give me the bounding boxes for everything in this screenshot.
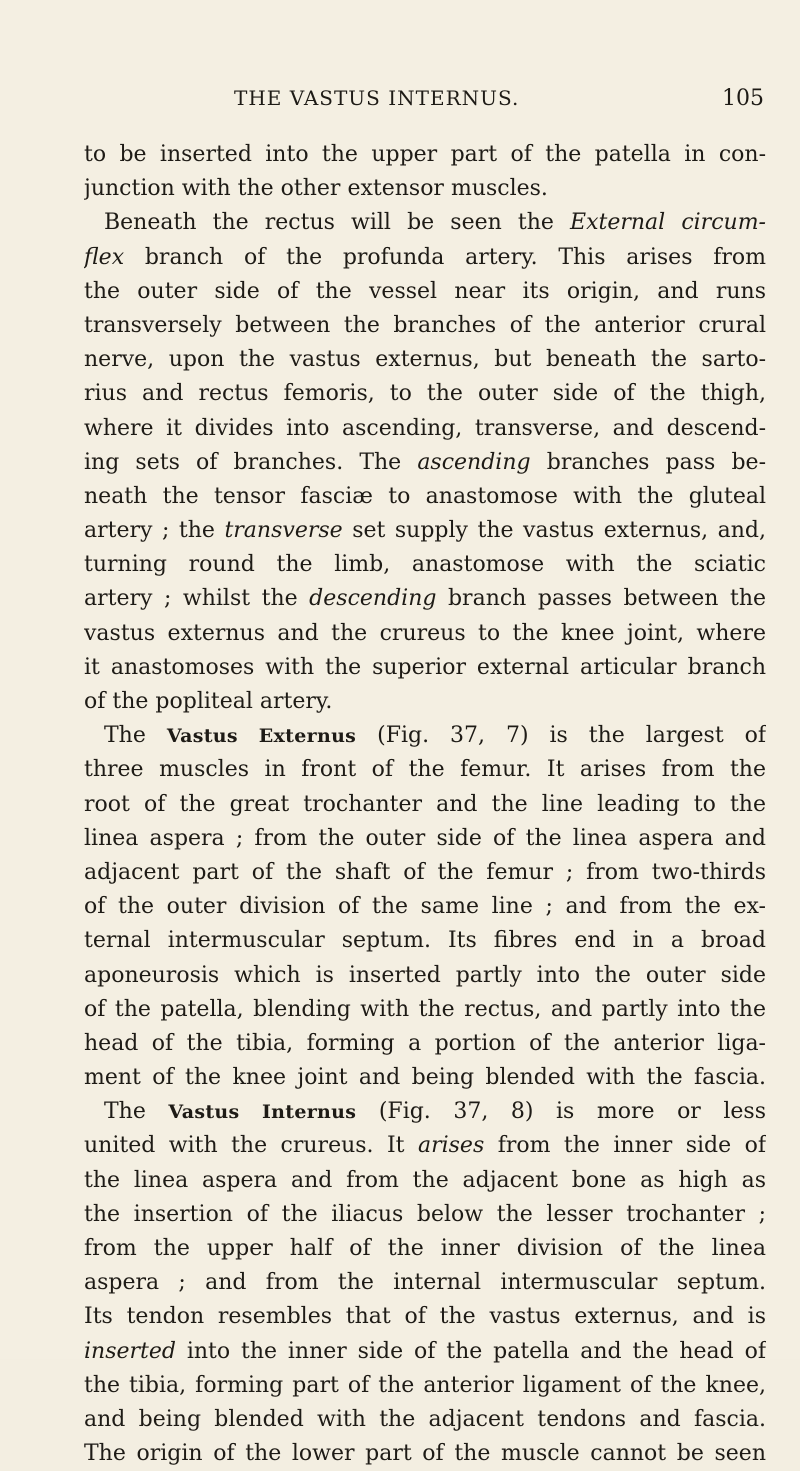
text-line: [84, 753, 766, 787]
text-segment: set supply the vastus externus, and,: [342, 518, 766, 544]
text-segment: from the upper half of the inner division of the linea: [84, 1236, 766, 1261]
text-line: [84, 1095, 766, 1129]
text-line: [84, 1266, 766, 1300]
text-line: [84, 924, 766, 958]
italic-term: flex: [84, 244, 125, 270]
muscle-heading: Vastus Internus: [168, 1101, 357, 1124]
italic-term: ascending: [417, 449, 531, 475]
text-line: [84, 206, 766, 240]
muscle-heading: Vastus Externus: [166, 725, 357, 748]
text-line: [84, 1369, 766, 1403]
text-segment: branch passes between the: [436, 586, 766, 612]
text-line: [84, 275, 766, 309]
text-segment: branches pass be-: [530, 449, 766, 475]
text-line: [84, 959, 766, 993]
text-segment: Beneath the rectus will be seen the: [104, 210, 571, 236]
text-line: [84, 1437, 766, 1471]
text-segment: head of the tibia, forming a portion of the anterior liga-: [84, 1030, 766, 1056]
text-segment: (Fig. 37, 8) is more or less: [356, 1099, 766, 1125]
text-segment: ternal intermuscular septum. Its fibres end in a broad: [84, 928, 766, 954]
text-line: [84, 480, 766, 514]
text-segment: rius and rectus femoris, to the outer side of the thigh,: [84, 381, 766, 407]
text-segment: and being blended with the adjacent tendons and fascia.: [84, 1406, 766, 1432]
text-segment: junction with the other extensor muscles.: [84, 176, 548, 202]
text-line: [84, 1061, 766, 1095]
text-line: [84, 890, 766, 924]
italic-term: arises: [417, 1133, 485, 1159]
text-line: [84, 1129, 766, 1163]
text-segment: aponeurosis which is inserted partly into the outer side: [84, 962, 766, 988]
text-line: [84, 343, 766, 377]
text-segment: of the patella, blending with the rectus, and partly into the: [84, 996, 766, 1022]
text-line: [84, 1027, 766, 1061]
body-text: [84, 138, 766, 1471]
italic-term: External circum-: [570, 210, 766, 236]
text-segment: three muscles in front of the femur. It arises from the: [84, 757, 766, 783]
text-line: [84, 309, 766, 343]
text-segment: united with the crureus. It: [84, 1133, 418, 1159]
text-line: [84, 685, 766, 719]
text-segment: artery ; whilst the: [84, 586, 310, 612]
text-line: [84, 1198, 766, 1232]
text-line: [84, 172, 766, 206]
text-line: [84, 1232, 766, 1266]
text-segment: ment of the knee joint and being blended with the fascia.: [84, 1065, 766, 1091]
text-segment: root of the great trochanter and the line leading to the: [84, 791, 766, 817]
text-line: [84, 582, 766, 616]
text-segment: the linea aspera and from the adjacent bone as high as: [84, 1167, 766, 1193]
text-line: [84, 1164, 766, 1198]
text-line: [84, 1300, 766, 1334]
text-segment: branch of the profunda artery. This arises from: [124, 244, 766, 270]
text-line: [84, 241, 766, 275]
text-line: [84, 514, 766, 548]
text-line: [84, 377, 766, 411]
text-segment: ing sets of branches. The: [84, 449, 418, 475]
text-segment: artery ; the: [84, 518, 225, 544]
text-segment: vastus externus and the crureus to the knee joint, where: [84, 620, 766, 646]
italic-term: inserted: [84, 1338, 176, 1364]
text-segment: to be inserted into the upper part of the patella in con-: [84, 142, 766, 167]
text-segment: The origin of the lower part of the muscle cannot be seen: [84, 1441, 766, 1467]
text-segment: transversely between the branches of the anterior crural: [84, 312, 766, 338]
running-title: THE VASTUS INTERNUS.: [234, 86, 520, 110]
text-line: [84, 446, 766, 480]
text-segment: where it divides into ascending, transverse, and descend-: [84, 415, 766, 441]
text-segment: the outer side of the vessel near its origin, and runs: [84, 278, 766, 304]
text-line: [84, 412, 766, 446]
page-number: 105: [722, 86, 764, 111]
text-line: [84, 788, 766, 822]
text-line: [84, 138, 766, 172]
text-segment: from the inner side of: [484, 1133, 766, 1159]
text-line: [84, 1403, 766, 1437]
text-line: [84, 719, 766, 753]
text-segment: the tibia, forming part of the anterior ligament of the knee,: [84, 1372, 766, 1398]
text-line: [84, 651, 766, 685]
text-segment: into the inner side of the patella and the head of: [175, 1338, 766, 1364]
text-segment: of the popliteal artery.: [84, 689, 333, 714]
text-segment: it anastomoses with the superior external articular branch: [84, 654, 766, 680]
italic-term: transverse: [224, 518, 343, 544]
text-segment: of the outer division of the same line ; and from the ex-: [84, 894, 766, 920]
text-segment: turning round the limb, anastomose with the sciatic: [84, 552, 766, 578]
text-line: [84, 617, 766, 651]
text-segment: nerve, upon the vastus externus, but beneath the sarto-: [84, 347, 766, 373]
running-head: [84, 86, 764, 116]
text-segment: The: [104, 1099, 169, 1125]
text-line: [84, 548, 766, 582]
text-segment: aspera ; and from the internal intermuscular septum.: [84, 1270, 766, 1296]
text-segment: adjacent part of the shaft of the femur ; from two-thirds: [84, 859, 766, 885]
text-line: [84, 822, 766, 856]
italic-term: descending: [309, 586, 437, 612]
text-line: [84, 1335, 766, 1369]
text-segment: The: [104, 723, 167, 749]
text-segment: the insertion of the iliacus below the lesser trochanter ;: [84, 1201, 766, 1227]
text-segment: neath the tensor fasciæ to anastomose with the gluteal: [84, 483, 766, 509]
text-line: [84, 856, 766, 890]
text-segment: Its tendon resembles that of the vastus externus, and is: [84, 1304, 766, 1330]
text-line: [84, 993, 766, 1027]
text-segment: linea aspera ; from the outer side of the linea aspera and: [84, 825, 766, 851]
text-segment: (Fig. 37, 7) is the largest of: [356, 723, 766, 749]
